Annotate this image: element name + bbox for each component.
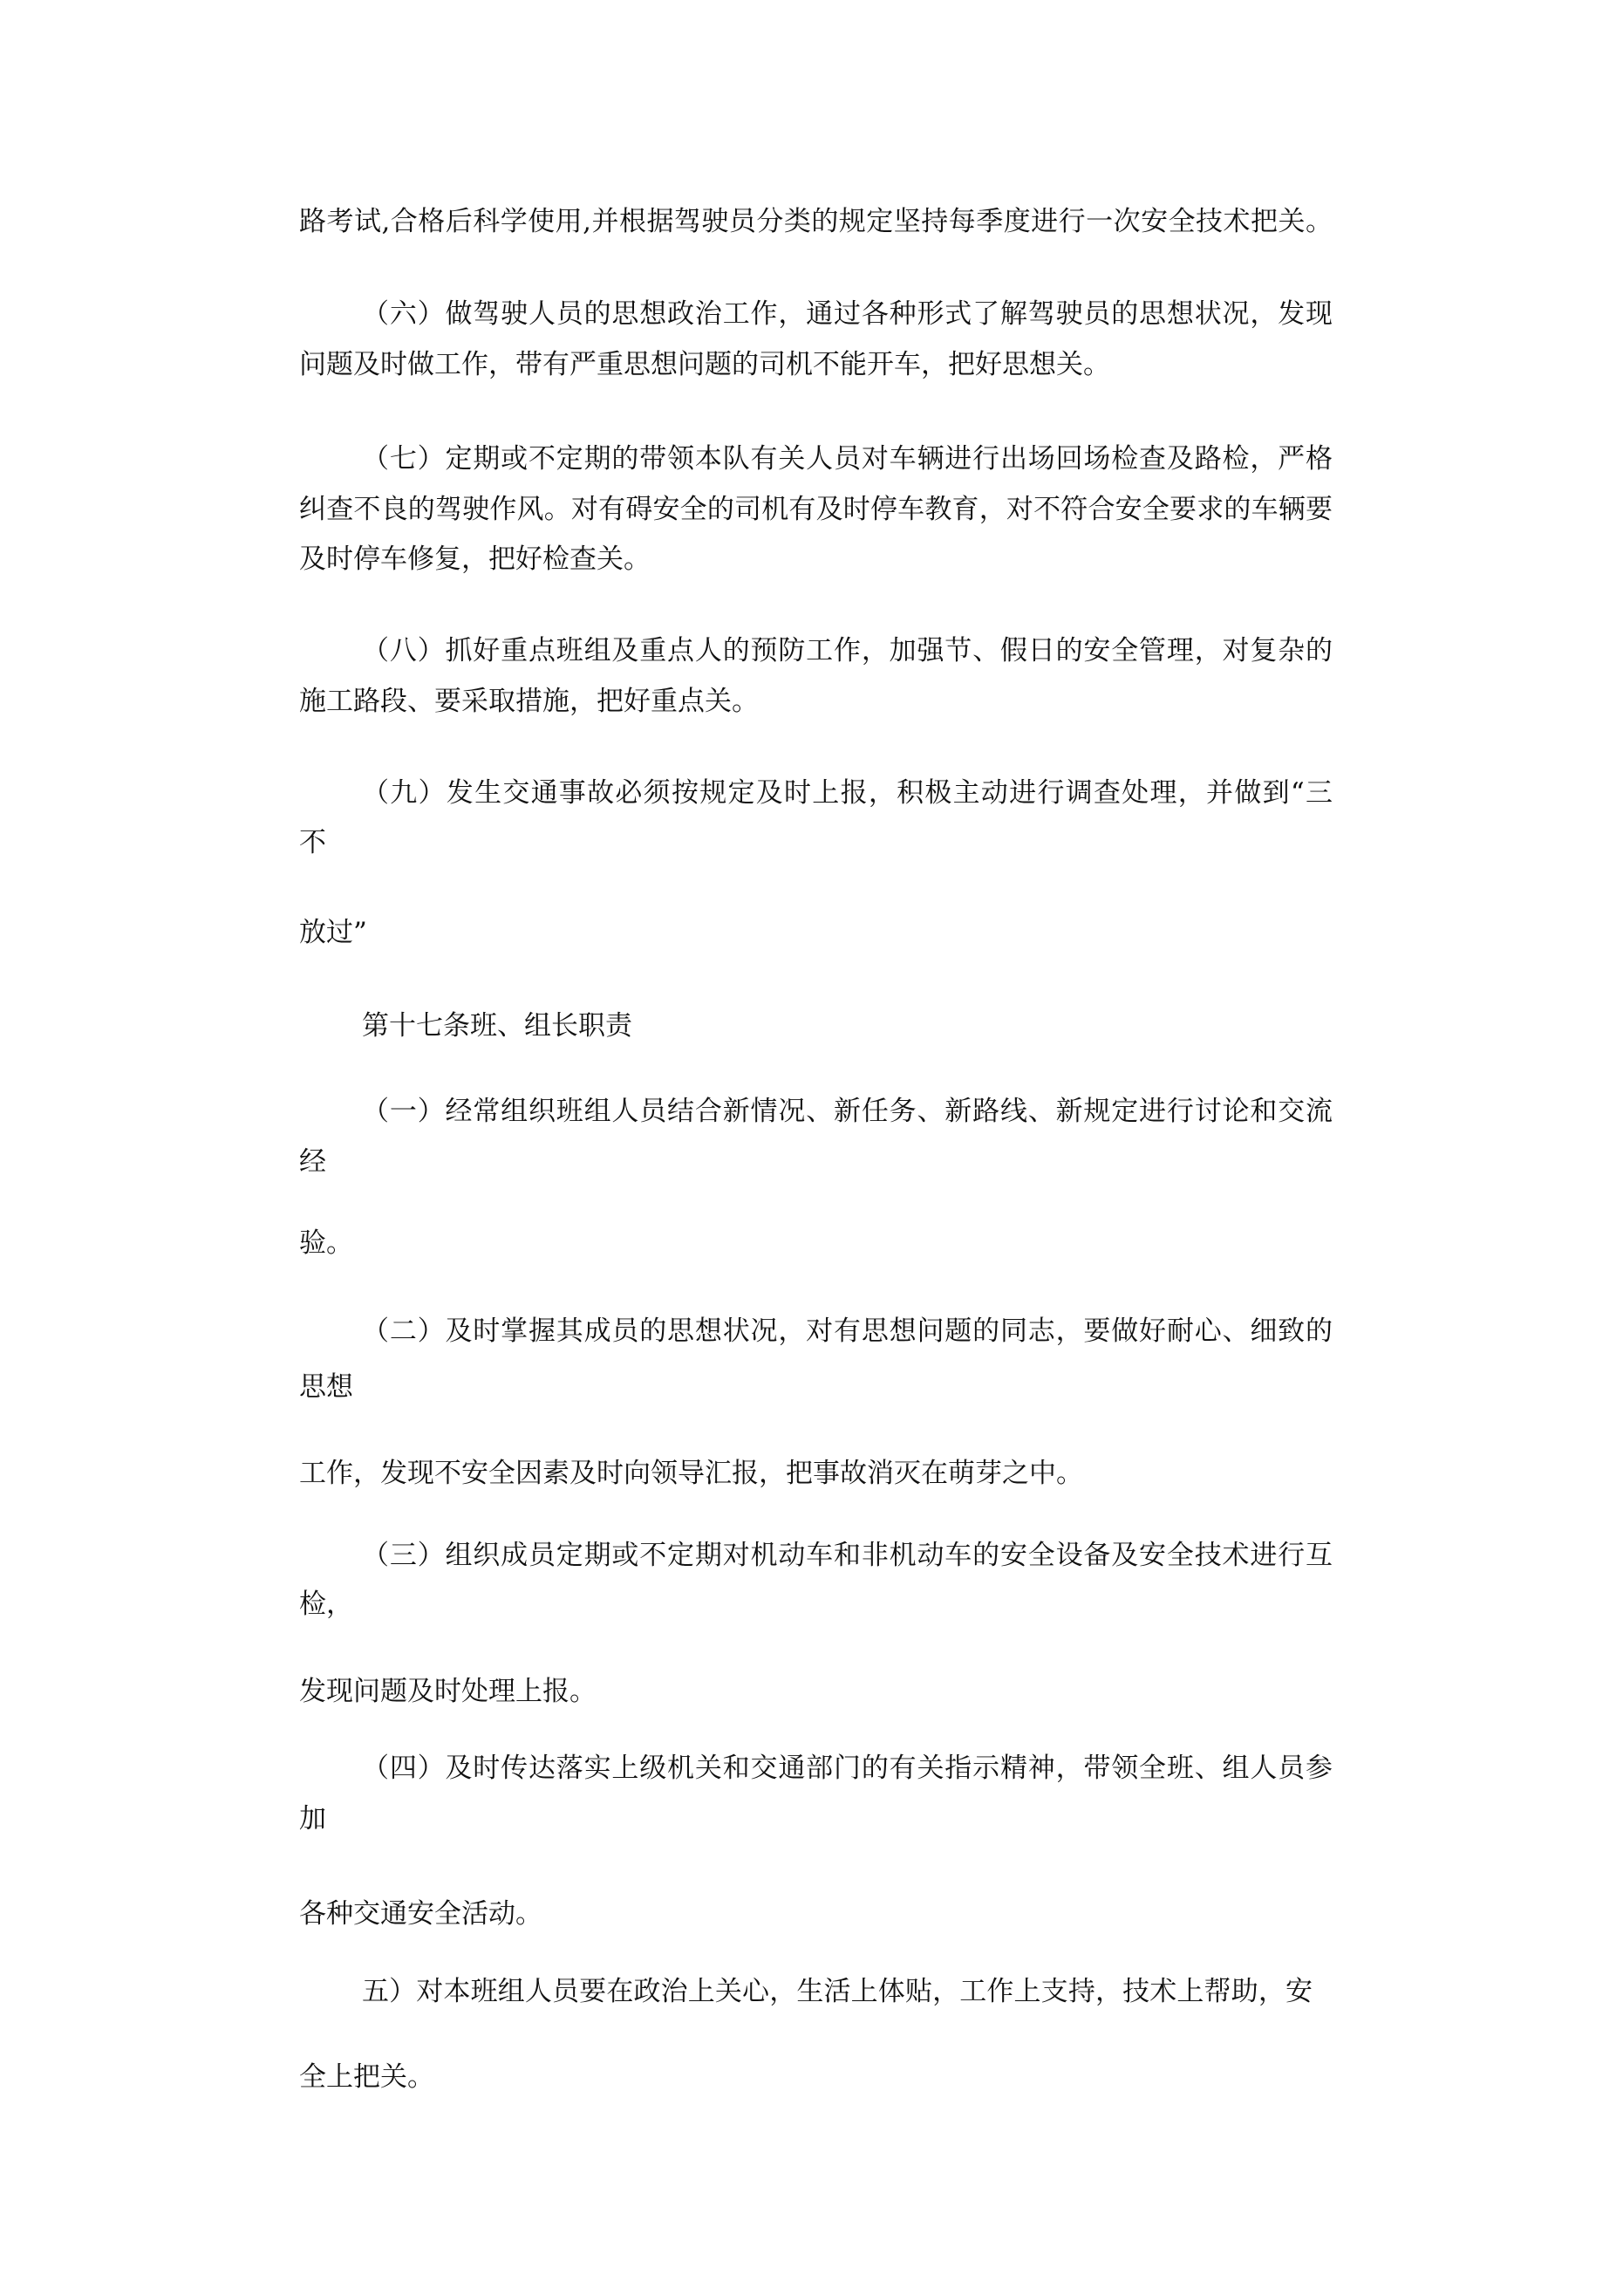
paragraph-line: 工作，发现不安全因素及时向领导汇报，把事故消灭在萌芽之中。 (299, 1458, 1083, 1489)
paragraph-line: 检， (299, 1589, 353, 1620)
paragraph-line: 施工路段、要采取措施，把好重点关。 (299, 686, 759, 717)
paragraph-line: 放过” (299, 917, 367, 948)
paragraph-line: 路考试,合格后科学使用,并根据驾驶员分类的规定坚持每季度进行一次安全技术把关。 (299, 206, 1333, 237)
paragraph-line: （四）及时传达落实上级机关和交通部门的有关指示精神，带领全班、组人员参 (362, 1753, 1333, 1784)
paragraph-line: 发现问题及时处理上报。 (299, 1676, 597, 1707)
paragraph-line: 不 (299, 827, 326, 858)
paragraph-line: 问题及时做工作，带有严重思想问题的司机不能开车，把好思想关。 (299, 349, 1110, 380)
paragraph-line: 加 (299, 1803, 326, 1835)
paragraph-line: （六）做驾驶人员的思想政治工作，通过各种形式了解驾驶员的思想状况，发现 (362, 298, 1333, 330)
paragraph-line: （七）定期或不定期的带领本队有关人员对车辆进行出场回场检查及路检，严格 (362, 443, 1333, 475)
section-heading: 第十七条班、组长职责 (362, 1010, 632, 1042)
paragraph-line: 全上把关。 (299, 2061, 434, 2093)
paragraph-line: （二）及时掌握其成员的思想状况，对有思想问题的同志，要做好耐心、细致的 (362, 1315, 1333, 1347)
paragraph-line: 经 (299, 1146, 326, 1178)
paragraph-line: （一）经常组织班组人员结合新情况、新任务、新路线、新规定进行讨论和交流 (362, 1096, 1333, 1127)
paragraph-line: （九）发生交通事故必须按规定及时上报，积极主动进行调查处理，并做到“三 (362, 777, 1333, 809)
paragraph-line: 纠查不良的驾驶作风。对有碍安全的司机有及时停车教育，对不符合安全要求的车辆要 (299, 494, 1333, 525)
paragraph-line: 及时停车修复，把好检查关。 (299, 543, 651, 575)
paragraph-line: （八）抓好重点班组及重点人的预防工作，加强节、假日的安全管理，对复杂的 (362, 635, 1333, 666)
paragraph-line: 五）对本班组人员要在政治上关心，生活上体贴，工作上支持，技术上帮助，安 (362, 1976, 1313, 2007)
paragraph-line: 各种交通安全活动。 (299, 1898, 542, 1930)
paragraph-line: （三）组织成员定期或不定期对机动车和非机动车的安全设备及安全技术进行互 (362, 1540, 1333, 1571)
paragraph-line: 验。 (299, 1227, 353, 1259)
paragraph-line: 思想 (299, 1371, 353, 1403)
